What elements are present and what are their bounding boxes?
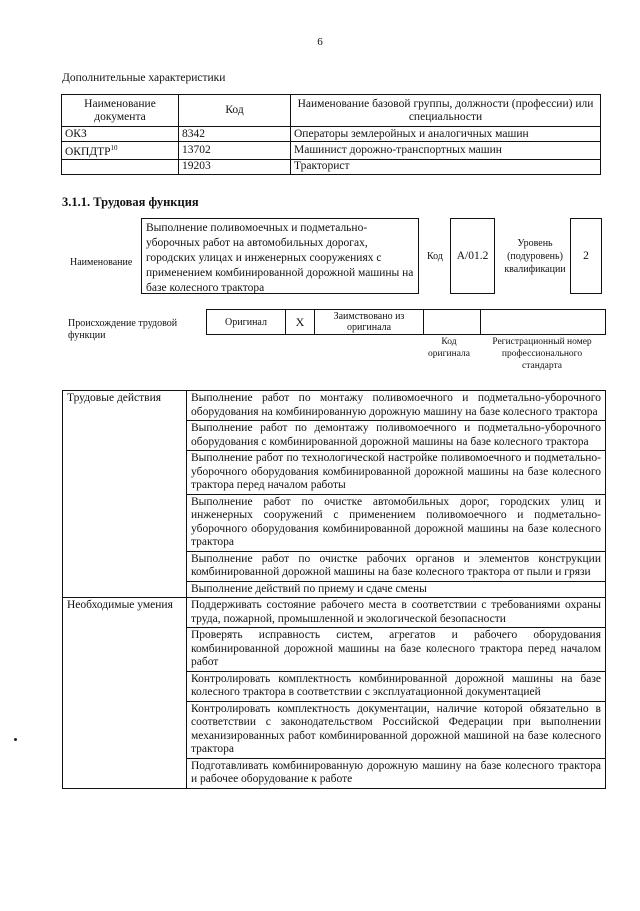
required-skills-label: Необходимые умения bbox=[63, 598, 187, 789]
row-code: 13702 bbox=[179, 142, 291, 160]
row-document-text: ОКПДТР bbox=[65, 145, 111, 158]
additional-characteristics-title: Дополнительные характеристики bbox=[62, 72, 226, 84]
skill-item: Проверять исправность систем, агрегатов и рабочего оборудования комбинированной дорожной машины на базе колесного трактора перед началом работ bbox=[187, 628, 606, 672]
name-label: Наименование bbox=[70, 257, 133, 268]
skill-item: Контролировать комплектность комбинированной дорожной машины на базе колесного трактора в соответствии с эксплуатационной документацией bbox=[187, 671, 606, 701]
table-row bbox=[62, 142, 601, 160]
footnote-mark: 10 bbox=[110, 144, 118, 152]
table-row bbox=[62, 159, 601, 174]
qualification-level-label: Уровень (подуровень) квалификации bbox=[504, 238, 566, 275]
labor-action-item: Выполнение работ по технологической настройке поливомоечного и подметально-уборочного оборудования комбинированной дорожной машины на базе колесного трактора перед началом работы bbox=[187, 451, 606, 495]
margin-dot bbox=[14, 738, 17, 741]
header-document: Наименование документа bbox=[62, 95, 179, 127]
skill-item: Поддерживать состояние рабочего места в соответствии с требованиями охраны труда, пожарной, промышленной и экологической безопасности bbox=[187, 598, 606, 628]
characteristics-table bbox=[61, 94, 601, 175]
page-number: 6 bbox=[317, 36, 323, 48]
qualification-level: 2 bbox=[570, 218, 602, 294]
labor-action-item: Выполнение работ по монтажу поливомоечного и подметально-уборочного оборудования на комбинированную дорожную машину на базе колесного трактора bbox=[187, 391, 606, 421]
header-code: Код bbox=[179, 95, 291, 127]
table-row bbox=[62, 127, 601, 142]
original-label: Оригинал bbox=[207, 310, 286, 335]
original-mark: X bbox=[286, 310, 315, 335]
row-document bbox=[62, 142, 179, 160]
labor-actions-label: Трудовые действия bbox=[63, 391, 187, 598]
function-heading: 3.1.1. Трудовая функция bbox=[62, 195, 199, 209]
row-name: Тракторист bbox=[291, 159, 601, 174]
row-document bbox=[62, 159, 179, 174]
row-name: Машинист дорожно-транспортных машин bbox=[291, 142, 601, 160]
row-name: Операторы землеройных и аналогичных машин bbox=[291, 127, 601, 142]
registration-number-cell bbox=[481, 310, 606, 335]
labor-action-item: Выполнение работ по очистке автомобильных дорог, городских улиц и инженерных сооружений с применением поливомоечного и подметально-уборочного оборудования комбинированной дорожной машины на базе колесного трактора bbox=[187, 494, 606, 551]
labor-action-item: Выполнение действий по приему и сдаче смены bbox=[187, 581, 606, 598]
table-header-row bbox=[62, 95, 601, 127]
function-details-table bbox=[62, 390, 606, 789]
row-code: 8342 bbox=[179, 127, 291, 142]
labor-action-item: Выполнение работ по очистке рабочих органов и элементов конструкции комбинированной дорожной машины на базе колесного трактора от пыли и грязи bbox=[187, 551, 606, 581]
skill-item: Подготавливать комбинированную дорожную машину на базе колесного трактора и рабочее оборудование к работе bbox=[187, 758, 606, 788]
table-row bbox=[63, 598, 606, 628]
origin-label: Происхождение трудовой функции bbox=[68, 318, 178, 341]
row-document: ОКЗ bbox=[62, 127, 179, 142]
original-code-cell bbox=[424, 310, 481, 335]
function-name: Выполнение поливомоечных и подметально-уборочных работ на автомобильных дорогах, городских улицах и инженерных сооружениях с применением комбинированной дорожной машины на базе колесного трактора bbox=[141, 218, 419, 294]
row-code: 19203 bbox=[179, 159, 291, 174]
function-code: А/01.2 bbox=[450, 218, 495, 294]
original-code-caption: Код оригинала bbox=[428, 337, 470, 359]
labor-action-item: Выполнение работ по демонтажу поливомоечного и подметально-уборочного оборудования с комбинированной дорожной машины на базе колесного трактора bbox=[187, 421, 606, 451]
header-group-name: Наименование базовой группы, должности (профессии) или специальности bbox=[291, 95, 601, 127]
code-label: Код bbox=[427, 251, 443, 262]
origin-table bbox=[206, 309, 606, 335]
table-row bbox=[63, 391, 606, 421]
borrowed-label: Заимствовано из оригинала bbox=[315, 310, 424, 335]
registration-number-caption: Регистрационный номер профессионального стандарта bbox=[492, 337, 592, 371]
skill-item: Контролировать комплектность документации, наличие которой обязательно в соответствии с законодательством Российской Федерации при выполнении механизированных работ комбинированной дорожной машиной на базе колесного трактора bbox=[187, 701, 606, 758]
